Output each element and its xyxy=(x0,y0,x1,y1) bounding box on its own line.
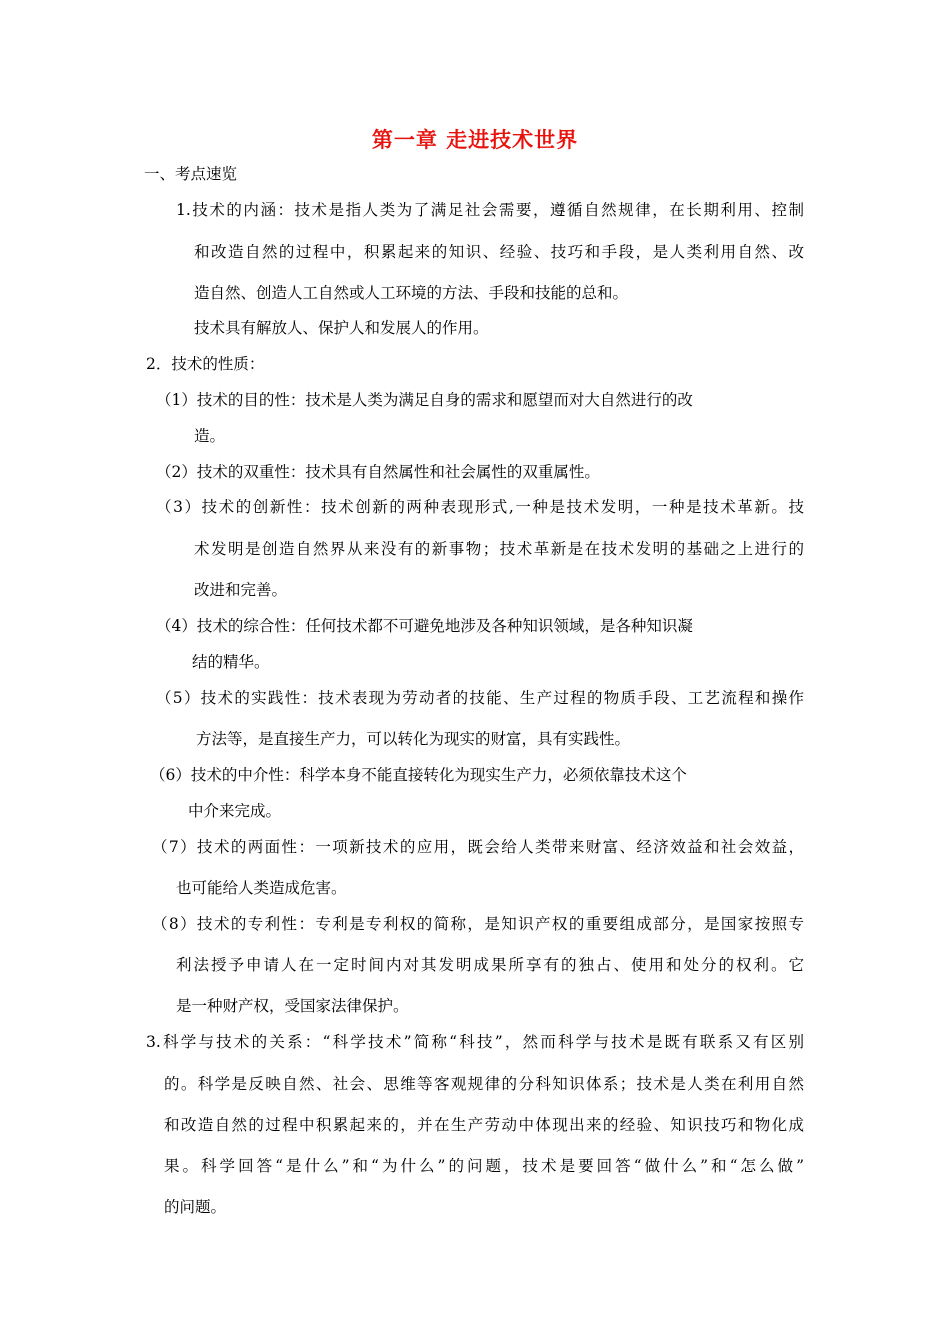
item-2-heading: 2．技术的性质： xyxy=(146,355,265,373)
paragraph-line: 技术具有解放人、保护人和发展人的作用。 xyxy=(194,319,489,337)
paragraph-line: 造。 xyxy=(194,427,226,445)
paragraph-line: 方法等，是直接生产力，可以转化为现实的财富，具有实践性。 xyxy=(196,730,631,748)
section-heading: 一、考点速览 xyxy=(144,165,238,183)
page-title: 第一章 走进技术世界 xyxy=(371,128,579,152)
paragraph-line: 和改造自然的过程中，积累起来的知识、经验、技巧和手段，是人类利用自然、改 xyxy=(194,243,804,261)
paragraph-line: 的。科学是反映自然、社会、思维等客观规律的分科知识体系；技术是人类在利用自然 xyxy=(164,1075,804,1093)
paragraph-line: （8）技术的专利性：专利是专利权的简称，是知识产权的重要组成部分，是国家按照专 xyxy=(152,915,804,933)
paragraph-line: 利法授予申请人在一定时间内对其发明成果所享有的独占、使用和处分的权利。它 xyxy=(176,956,804,974)
paragraph-line: 3.科学与技术的关系：“科学技术”简称“科技”，然而科学与技术是既有联系又有区别 xyxy=(146,1033,804,1051)
paragraph-line: （6）技术的中介性：科学本身不能直接转化为现实生产力，必须依靠技术这个 xyxy=(150,766,687,784)
paragraph-line: （5）技术的实践性：技术表现为劳动者的技能、生产过程的物质手段、工艺流程和操作 xyxy=(156,689,804,707)
paragraph-line: 改进和完善。 xyxy=(194,581,288,599)
paragraph-line: （2）技术的双重性：技术具有自然属性和社会属性的双重属性。 xyxy=(156,463,600,481)
paragraph-line: 和改造自然的过程中积累起来的，并在生产劳动中体现出来的经验、知识技巧和物化成 xyxy=(164,1116,804,1134)
paragraph-line: （3）技术的创新性：技术创新的两种表现形式,一种是技术发明，一种是技术革新。技 xyxy=(156,498,804,516)
paragraph-line: 果。科学回答“是什么”和“为什么”的问题，技术是要回答“做什么”和“怎么做” xyxy=(164,1157,804,1175)
paragraph-line: 造自然、创造人工自然或人工环境的方法、手段和技能的总和。 xyxy=(194,284,629,302)
paragraph-line: 术发明是创造自然界从来没有的新事物；技术革新是在技术发明的基础之上进行的 xyxy=(194,540,804,558)
paragraph-line: 结的精华。 xyxy=(192,653,270,671)
paragraph-line: 1.技术的内涵：技术是指人类为了满足社会需要，遵循自然规律，在长期利用、控制 xyxy=(176,201,804,219)
paragraph-line: 中介来完成。 xyxy=(188,802,282,820)
paragraph-line: （4）技术的综合性：任何技术都不可避免地涉及各种知识领域，是各种知识凝 xyxy=(156,617,693,635)
paragraph-line: 是一种财产权，受国家法律保护。 xyxy=(176,997,409,1015)
paragraph-line: （7）技术的两面性：一项新技术的应用，既会给人类带来财富、经济效益和社会效益， xyxy=(152,838,804,856)
paragraph-line: （1）技术的目的性：技术是人类为满足自身的需求和愿望而对大自然进行的改 xyxy=(156,391,693,409)
paragraph-line: 的问题。 xyxy=(164,1198,227,1216)
paragraph-line: 也可能给人类造成危害。 xyxy=(176,879,347,897)
